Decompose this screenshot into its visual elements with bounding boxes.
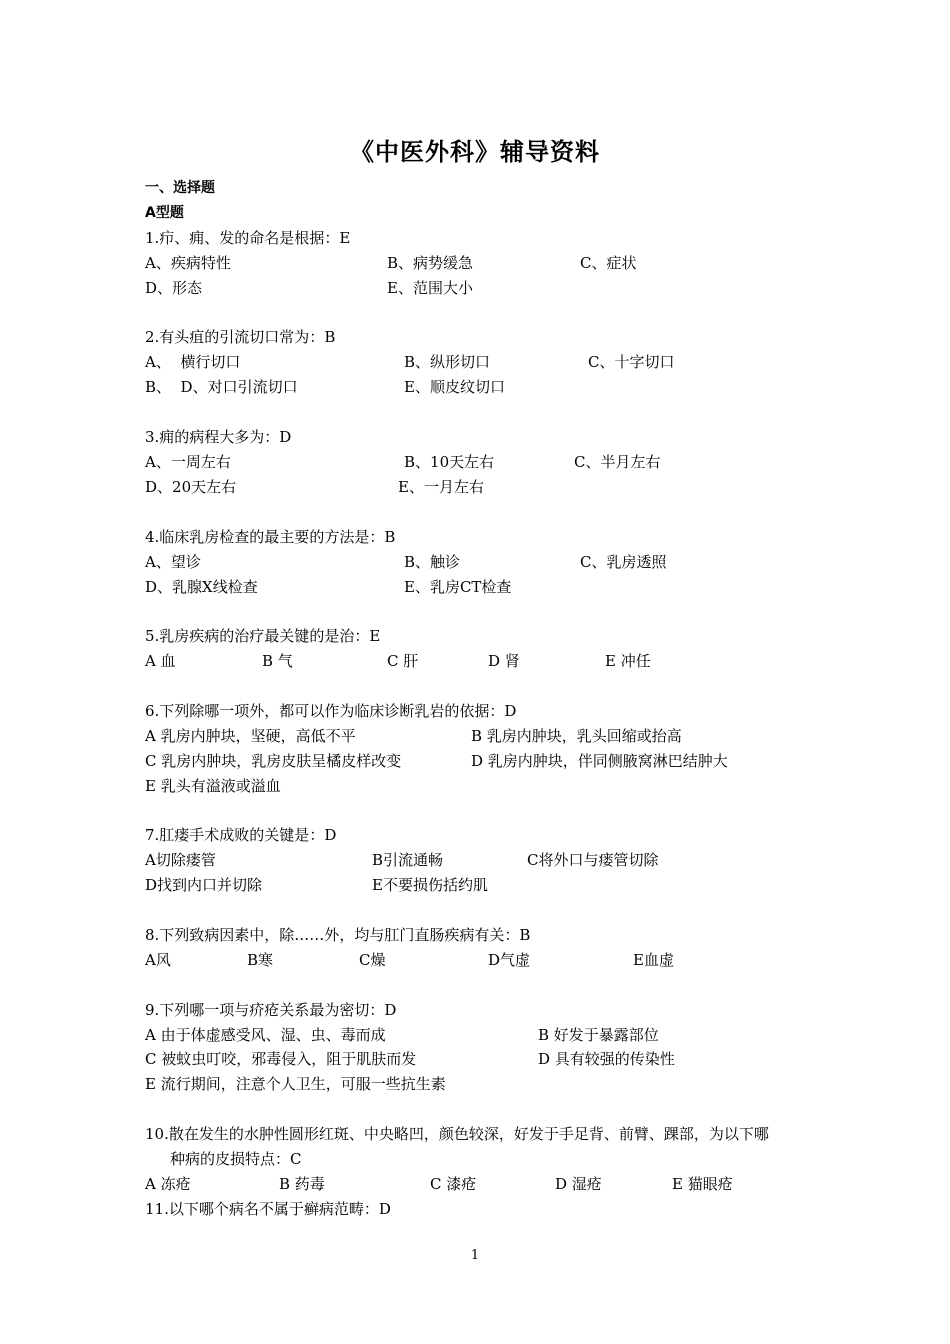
question-10-option-a: A 冻疮: [145, 1175, 191, 1193]
question-8-option-d: D气虚: [488, 951, 531, 969]
question-2-option-e: E、顺皮纹切口: [404, 378, 505, 396]
question-2-option-c: C、十字切口: [588, 353, 675, 371]
question-5-option-c: C 肝: [387, 652, 419, 670]
question-5-option-d: D 肾: [488, 652, 520, 670]
question-7-option-d: D找到内口并切除: [145, 876, 263, 894]
question-3-option-a: A、一周左右: [145, 453, 231, 471]
question-4-option-d: D、乳腺X线检查: [145, 578, 258, 596]
question-1-option-d: D、形态: [145, 279, 203, 297]
question-1-option-e: E、范围大小: [387, 279, 473, 297]
question-10-option-c: C 漆疮: [430, 1175, 477, 1193]
question-1-option-a: A、疾病特性: [145, 254, 231, 272]
question-9-option-a: A 由于体虚感受风、湿、虫、毒而成: [145, 1026, 386, 1044]
question-10-stem-line-2: 种病的皮损特点：C: [170, 1150, 302, 1168]
question-6-option-a: A 乳房内肿块，坚硬，高低不平: [145, 727, 356, 745]
question-9-stem: 9.下列哪一项与疥疮关系最为密切：D: [145, 1001, 397, 1019]
question-9-option-d: D 具有较强的传染性: [538, 1050, 675, 1068]
question-5-option-b: B 气: [262, 652, 293, 670]
question-2-option-b: B、纵形切口: [404, 353, 491, 371]
question-9-option-b: B 好发于暴露部位: [538, 1026, 659, 1044]
question-8-option-e: E血虚: [633, 951, 674, 969]
question-8-option-b: B寒: [247, 951, 274, 969]
question-7-option-a: A切除瘘管: [145, 851, 216, 869]
question-6-option-b: B 乳房内肿块，乳头回缩或抬高: [471, 727, 682, 745]
question-3-option-d: D、20天左右: [145, 478, 237, 496]
question-5-option-a: A 血: [145, 652, 176, 670]
question-8-option-a: A风: [145, 951, 171, 969]
question-8-option-c: C燥: [359, 951, 386, 969]
subsection-heading: A型题: [145, 205, 184, 221]
question-8-stem: 8.下列致病因素中，除……外，均与肛门直肠疾病有关：B: [145, 926, 531, 944]
question-9-option-c: C 被蚊虫叮咬，邪毒侵入，阻于肌肤而发: [145, 1050, 417, 1068]
question-6-option-d: D 乳房内肿块，伴同侧腋窝淋巴结肿大: [471, 752, 728, 770]
question-3-option-b: B、10天左右: [404, 453, 495, 471]
question-3-stem: 3.痈的病程大多为：D: [145, 428, 292, 446]
question-10-option-e: E 猫眼疮: [672, 1175, 733, 1193]
question-1-option-b: B、病势缓急: [387, 254, 474, 272]
question-6-stem: 6.下列除哪一项外，都可以作为临床诊断乳岩的依据：D: [145, 702, 517, 720]
question-10-option-d: D 湿疮: [555, 1175, 602, 1193]
question-11-stem: 11.以下哪个病名不属于癣病范畴：D: [145, 1200, 391, 1218]
question-10-stem-line-1: 10.散在发生的水肿性圆形红斑、中央略凹，颜色较深，好发于手足背、前臂、踝部，为以下哪: [145, 1125, 769, 1143]
question-4-stem: 4.临床乳房检查的最主要的方法是：B: [145, 528, 396, 546]
question-3-option-e: E、一月左右: [398, 478, 484, 496]
page-number: 1: [470, 1248, 480, 1263]
question-6-option-c: C 乳房内肿块，乳房皮肤呈橘皮样改变: [145, 752, 402, 770]
question-3-option-c: C、半月左右: [574, 453, 661, 471]
question-7-option-e: E不要损伤括约肌: [372, 876, 488, 894]
question-4-option-b: B、触诊: [404, 553, 461, 571]
question-4-option-c: C、乳房透照: [580, 553, 667, 571]
question-6-option-e: E 乳头有溢液或溢血: [145, 777, 281, 795]
question-2-option-a: A、 横行切口: [145, 353, 241, 371]
section-heading: 一、选择题: [145, 180, 215, 196]
question-1-stem: 1.疖、痈、发的命名是根据：E: [145, 229, 351, 247]
question-1-option-c: C、症状: [580, 254, 637, 272]
question-2-stem: 2.有头疽的引流切口常为：B: [145, 328, 336, 346]
question-5-option-e: E 冲任: [605, 652, 651, 670]
question-7-option-b: B引流通畅: [372, 851, 444, 869]
question-9-option-e: E 流行期间，注意个人卫生，可服一些抗生素: [145, 1075, 446, 1093]
question-5-stem: 5.乳房疾病的治疗最关键的是治：E: [145, 627, 381, 645]
question-2-option-d: B、 D、对口引流切口: [145, 378, 298, 396]
question-4-option-a: A、望诊: [145, 553, 201, 571]
question-7-stem: 7.肛瘘手术成败的关键是：D: [145, 826, 337, 844]
document-title: 《中医外科》辅导资料: [350, 138, 600, 166]
question-7-option-c: C将外口与瘘管切除: [527, 851, 659, 869]
question-10-option-b: B 药毒: [279, 1175, 325, 1193]
question-4-option-e: E、乳房CT检查: [404, 578, 512, 596]
